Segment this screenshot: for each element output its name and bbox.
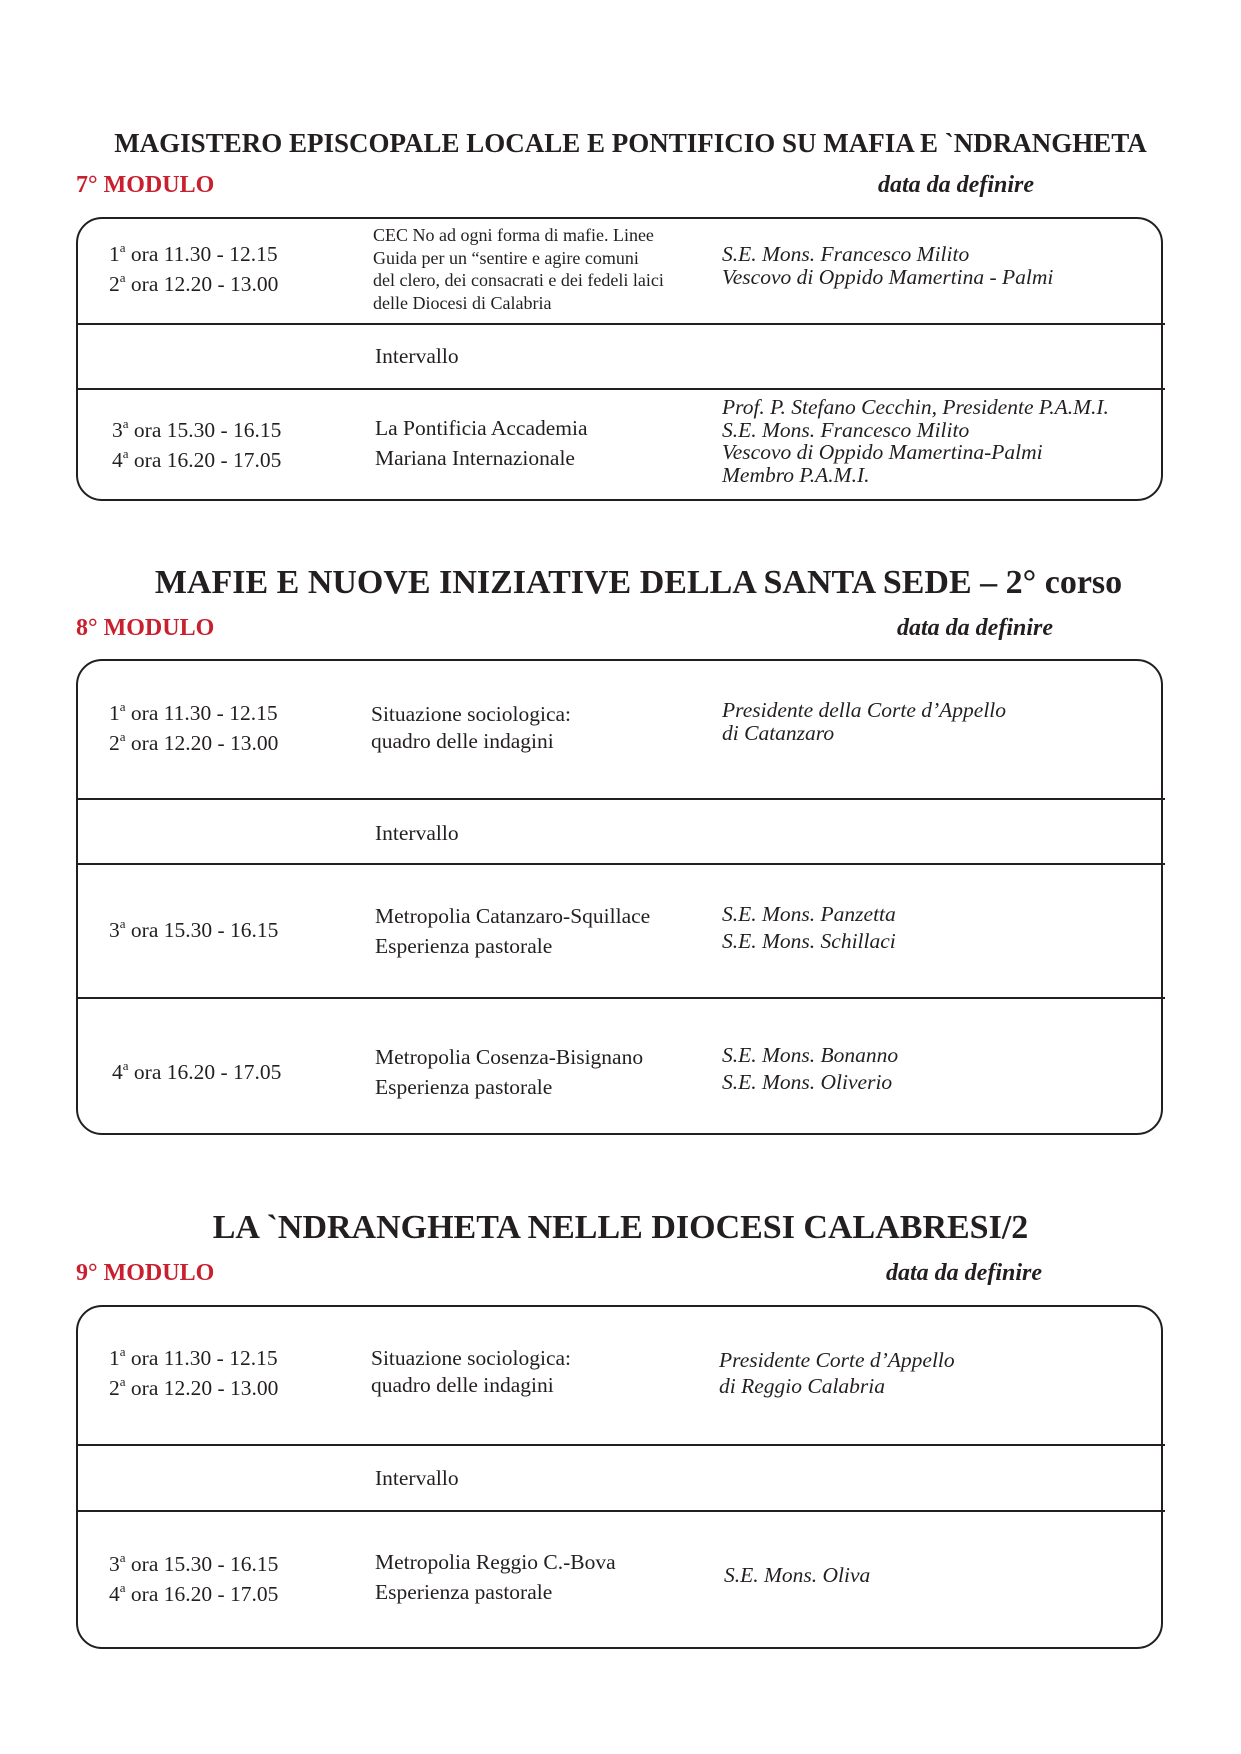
topic: CEC No ad ogni forma di mafie. Linee Guida per un “sentire e agire comuni del clero, dei consacrati e dei fedeli laici delle Diocesi di Calabria xyxy=(373,225,664,313)
time-slot: 2$^a$ ora 12.20 - 13.00 xyxy=(109,729,279,755)
module-date: data da definire xyxy=(897,615,1053,641)
topic: Metropolia Catanzaro-Squillace Esperienza pastorale xyxy=(375,904,651,958)
row-divider xyxy=(76,388,1165,390)
interval-label: Intervallo xyxy=(375,344,459,368)
interval-label: Intervallo xyxy=(375,821,459,845)
topic: Metropolia Reggio C.-Bova Esperienza pastorale xyxy=(375,1550,616,1604)
row-divider xyxy=(76,1510,1165,1512)
topic: Situazione sociologica: quadro delle indagini xyxy=(371,1346,572,1397)
topic: La Pontificia Accademia Mariana Internazionale xyxy=(375,416,588,470)
time-slot: 3$^a$ ora 15.30 - 16.15 xyxy=(112,416,282,442)
speaker: Presidente della Corte d’Appello di Catanzaro xyxy=(722,698,1007,745)
topic: Situazione sociologica: quadro delle indagini xyxy=(371,702,572,753)
time-slot: 2$^a$ ora 12.20 - 13.00 xyxy=(109,270,279,296)
row-divider xyxy=(76,323,1165,325)
time-slot: 4$^a$ ora 16.20 - 17.05 xyxy=(109,1580,279,1606)
speaker: S.E. Mons. Francesco Milito Vescovo di Oppido Mamertina - Palmi xyxy=(722,242,1054,289)
speaker: S.E. Mons. Panzetta S.E. Mons. Schillaci xyxy=(722,902,896,953)
speaker: Prof. P. Stefano Cecchin, Presidente P.A.M.I. S.E. Mons. Francesco Milito Vescovo di Oppido Mamertina-Palmi Membro P.A.M.I. xyxy=(722,395,1109,487)
time-slot: 2$^a$ ora 12.20 - 13.00 xyxy=(109,1374,279,1400)
time-slot: 1$^a$ ora 11.30 - 12.15 xyxy=(109,1344,278,1370)
row-divider xyxy=(76,863,1165,865)
section-title: LA `NDRANGHETA NELLE DIOCESI CALABRESI/2 xyxy=(212,1209,1029,1246)
module-date: data da definire xyxy=(878,172,1034,198)
topic: Metropolia Cosenza-Bisignano Esperienza pastorale xyxy=(375,1045,644,1099)
time-slot: 1$^a$ ora 11.30 - 12.15 xyxy=(109,240,278,266)
time-slot: 3$^a$ ora 15.30 - 16.15 xyxy=(109,916,279,942)
time-slot: 4$^a$ ora 16.20 - 17.05 xyxy=(112,1058,282,1084)
row-divider xyxy=(76,798,1165,800)
speaker: S.E. Mons. Oliva xyxy=(724,1563,871,1587)
time-slot: 1$^a$ ora 11.30 - 12.15 xyxy=(109,699,278,725)
row-divider xyxy=(76,997,1165,999)
section-title: MAGISTERO EPISCOPALE LOCALE E PONTIFICIO SU MAFIA E `NDRANGHETA xyxy=(114,128,1147,158)
interval-label: Intervallo xyxy=(375,1466,459,1490)
module-label: 7° MODULO xyxy=(76,172,215,198)
module-label: 9° MODULO xyxy=(76,1260,215,1286)
module-label: 8° MODULO xyxy=(76,615,215,641)
time-slot: 3$^a$ ora 15.30 - 16.15 xyxy=(109,1550,279,1576)
speaker: Presidente Corte d’Appello di Reggio Calabria xyxy=(719,1348,955,1398)
row-divider xyxy=(76,1444,1165,1446)
section-title: MAFIE E NUOVE INIZIATIVE DELLA SANTA SEDE – 2° corso xyxy=(154,564,1123,601)
time-slot: 4$^a$ ora 16.20 - 17.05 xyxy=(112,446,282,472)
module-date: data da definire xyxy=(886,1260,1042,1286)
speaker: S.E. Mons. Bonanno S.E. Mons. Oliverio xyxy=(722,1043,899,1094)
